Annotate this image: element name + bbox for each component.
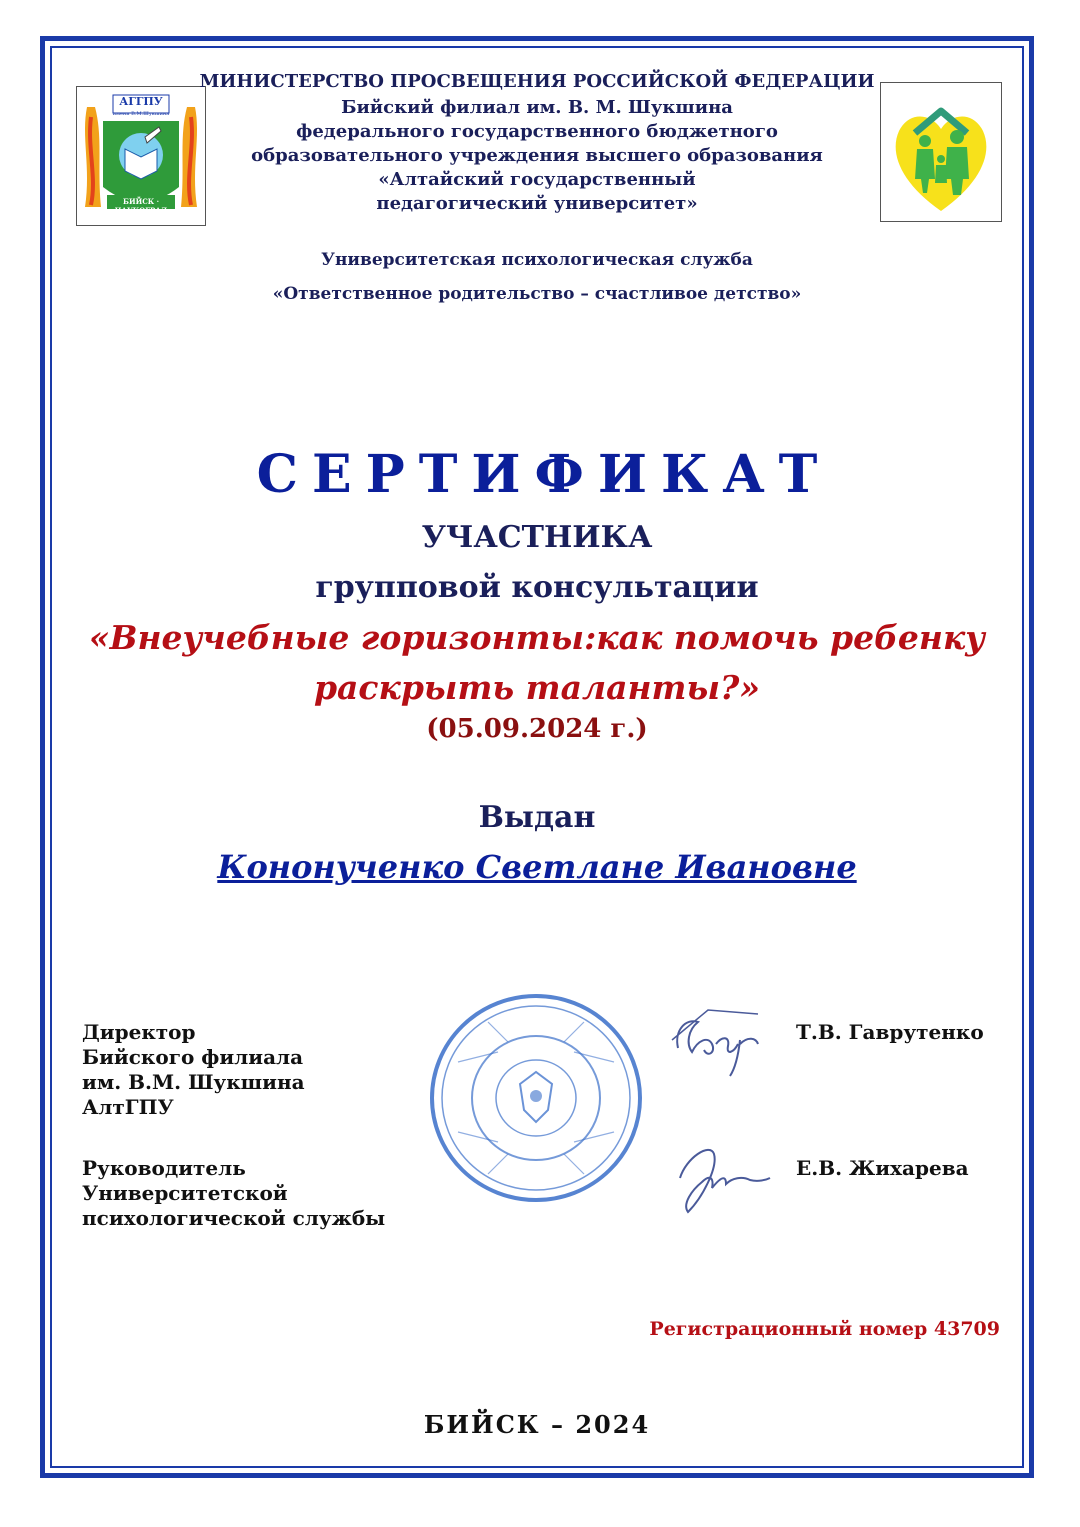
header-line-6: педагогический университет» bbox=[376, 193, 698, 214]
logo-title: АГГПУ bbox=[119, 95, 163, 108]
head-label-line: психологической службы bbox=[82, 1206, 386, 1230]
city-year: БИЙСК – 2024 bbox=[423, 1410, 651, 1439]
header-line-4: образовательного учреждения высшего образования bbox=[251, 145, 823, 166]
director-name: Т.В. Гаврутенко bbox=[796, 1020, 984, 1044]
issued-label: Выдан bbox=[478, 800, 596, 835]
service-name: Университетская психологическая служба bbox=[321, 250, 753, 270]
logo-bottom-text: БИЙСК · НАУКОГРАД bbox=[114, 197, 168, 215]
head-label-line: Руководитель bbox=[82, 1156, 246, 1180]
topic-line-1: «Внеучебные горизонты:как помочь ребенку bbox=[88, 618, 986, 657]
topic-line-2: раскрыть таланты?» bbox=[313, 668, 761, 707]
logo-subtitle: имени В.М.Шукшина bbox=[112, 111, 170, 117]
service-motto: «Ответственное родительство – счастливое детство» bbox=[272, 284, 802, 304]
director-label-line: Бийского филиала bbox=[82, 1045, 304, 1069]
official-round-stamp-icon bbox=[428, 992, 644, 1204]
director-label-line: им. В.М. Шукшина bbox=[82, 1070, 305, 1094]
recipient-name: Кононученко Светлане Ивановне bbox=[217, 848, 857, 886]
director-label bbox=[82, 1020, 402, 1120]
header-line-3: федерального государственного бюджетного bbox=[296, 121, 778, 142]
director-label-line: АлтГПУ bbox=[82, 1095, 174, 1119]
header-line-1: МИНИСТЕРСТВО ПРОСВЕЩЕНИЯ РОССИЙСКОЙ ФЕДЕРАЦИИ bbox=[199, 71, 875, 92]
event-date: (05.09.2024 г.) bbox=[426, 714, 648, 744]
header-line-2: Бийский филиал им. В. М. Шукшина bbox=[341, 97, 733, 118]
head-signature-icon bbox=[672, 1134, 782, 1218]
service-logo bbox=[880, 82, 1002, 222]
director-signature bbox=[668, 1000, 778, 1080]
event-type: групповой консультации bbox=[315, 570, 759, 605]
head-signature bbox=[672, 1134, 782, 1218]
head-name: Е.В. Жихарева bbox=[796, 1156, 969, 1180]
header-line-5: «Алтайский государственный bbox=[378, 169, 696, 190]
certificate-title: СЕРТИФИКАТ bbox=[256, 444, 832, 505]
family-heart-logo-icon bbox=[881, 83, 1001, 221]
head-label bbox=[82, 1156, 412, 1231]
official-stamp bbox=[428, 992, 644, 1204]
registration-number: Регистрационный номер 43709 bbox=[649, 1318, 1000, 1340]
head-label-line: Университетской bbox=[82, 1181, 288, 1205]
director-label-line: Директор bbox=[82, 1020, 196, 1044]
certificate-subtitle: УЧАСТНИКА bbox=[421, 520, 653, 555]
